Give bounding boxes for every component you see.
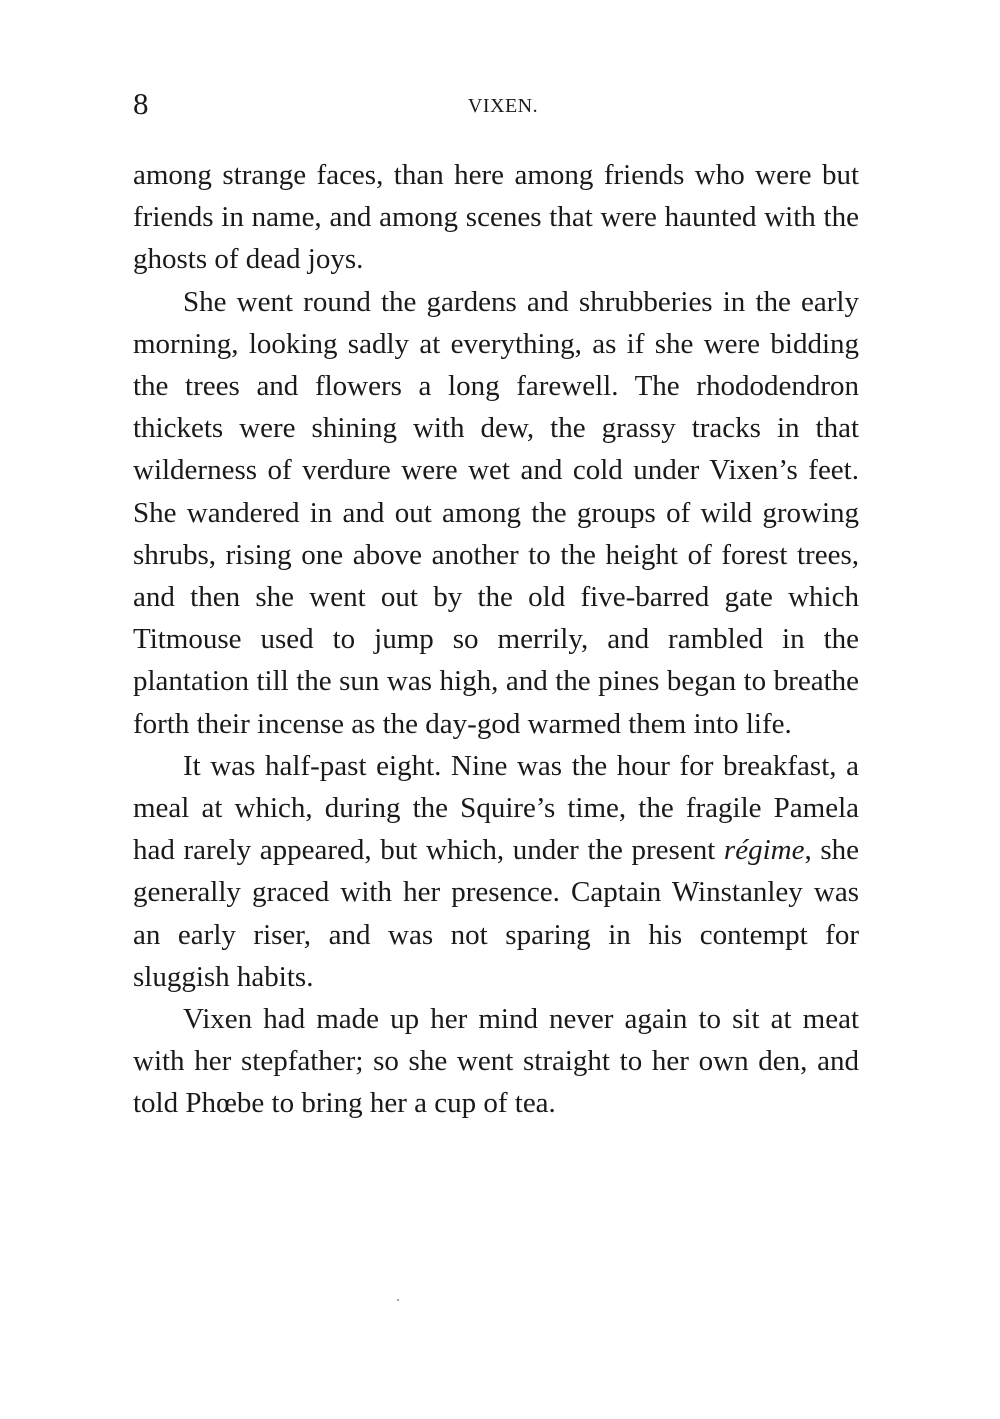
paragraph-text: Vixen had made up her mind never again to sit at meat with her stepfather; so she went straight to her own den, and told Phœbe to bring her a cup of tea. [133, 1003, 859, 1120]
paragraph-gardens [133, 281, 859, 745]
running-title: VIXEN. [467, 95, 539, 117]
paragraph-text: She went round the gardens and shrubberies in the early morning, looking sadly at everything, as if she were bidding the trees and flowers a long farewell. The rhododendron thickets were shining with dew, the grassy tracks in that wilderness of verdure were wet and cold under Vixen’s feet. She wandered in and out among the groups of wild growing shrubs, rising one above another to the height of forest trees, and then she went out by the old five-barred gate which Titmouse used to jump so merrily, and rambled in the plantation till the sun was high, and the pines began to breathe forth their incense as the day-god warmed them into life. [133, 285, 859, 740]
paragraph-breakfast [133, 745, 859, 998]
paragraph-text-after: , she generally graced with her presence. Captain Winstanley was an early riser, and was not sparing in his contempt for sluggish habits. [133, 834, 859, 993]
ink-fleck [397, 1299, 399, 1301]
italic-regime: régime [723, 834, 805, 867]
page-number: 8 [133, 86, 149, 121]
paragraph-text-before: It was half-past eight. Nine was the hour for breakfast, a meal at which, during the Squire’s time, the fragile Pamela had rarely appeared, but which, under the present [133, 749, 859, 867]
paragraph-vixen-den [133, 998, 859, 1125]
paragraph-continuation [133, 154, 859, 281]
running-head [133, 84, 859, 124]
body-text [133, 154, 859, 1125]
paragraph-text: among strange faces, than here among friends who were but friends in name, and among scenes that were haunted with the ghosts of dead joys. [133, 159, 859, 276]
